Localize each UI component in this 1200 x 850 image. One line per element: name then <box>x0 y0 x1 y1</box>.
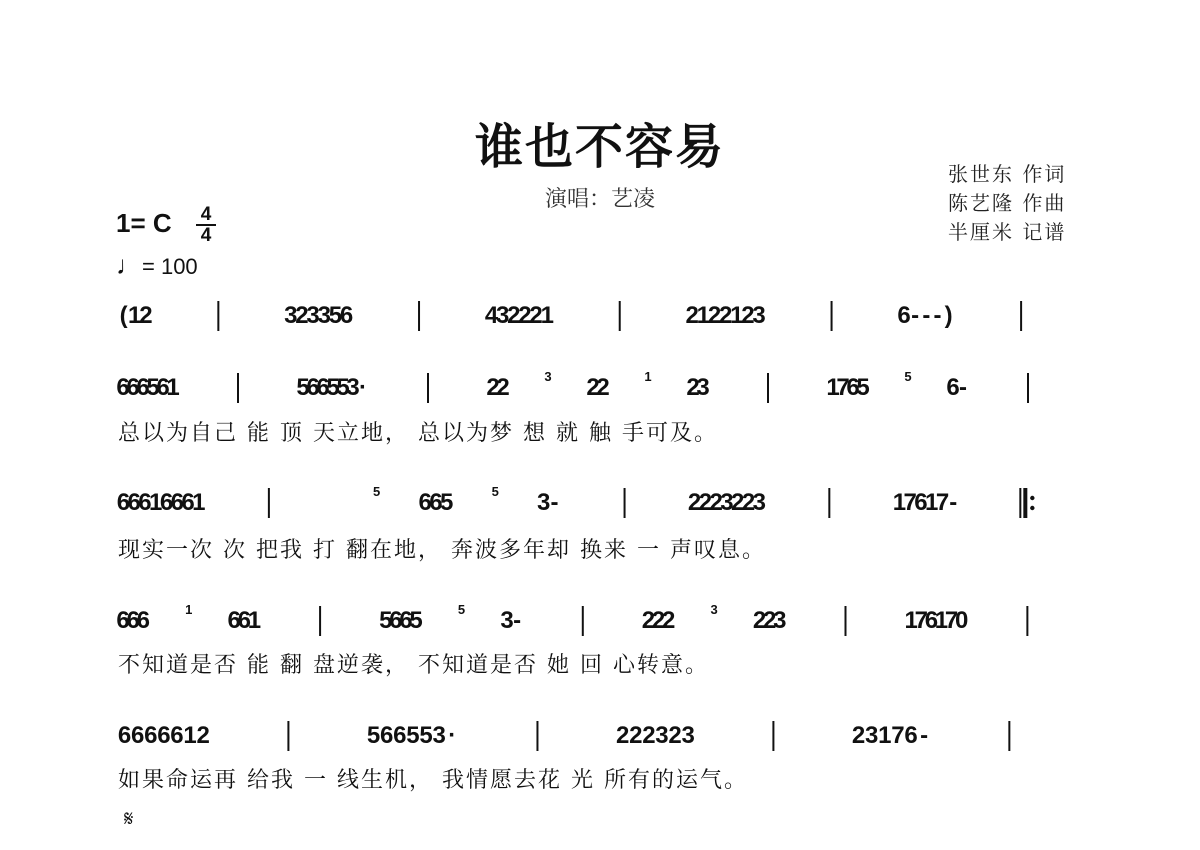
note: 6 <box>130 722 145 749</box>
note: 2 <box>718 302 733 329</box>
note: 1 <box>247 607 262 634</box>
note: 2 <box>596 374 610 401</box>
note: 5 <box>856 374 870 401</box>
tempo-value: = 100 <box>142 254 198 279</box>
note: 7 <box>891 722 905 749</box>
time-signature-top: 4 <box>200 204 212 225</box>
note: 6 <box>316 374 330 401</box>
note: 3 <box>495 302 510 329</box>
composer-credit: 陈艺隆 作曲 <box>948 191 1067 215</box>
note: 2 <box>586 374 600 401</box>
note: 7 <box>836 374 850 401</box>
note: 6 <box>170 489 184 516</box>
lyric-line: 不知道是否 能 翻 盘逆袭， 不知道是否 她 回 心转意。 <box>118 653 709 678</box>
note: 3 <box>696 374 710 401</box>
note: 2 <box>196 722 210 749</box>
notation-symbol: - <box>922 302 931 329</box>
note: 2 <box>529 302 543 329</box>
note: 3 <box>752 489 766 516</box>
song-title: 谁也不容易 <box>474 119 725 175</box>
note: 2 <box>731 489 745 516</box>
note: 1 <box>696 302 711 329</box>
note: 3 <box>284 302 298 329</box>
note: 6 <box>126 374 140 401</box>
note: 6 <box>170 722 184 749</box>
note: 2 <box>518 302 532 329</box>
note: 7 <box>944 607 959 634</box>
note: 2 <box>687 489 702 516</box>
note: 5 <box>440 489 454 516</box>
note: 5 <box>328 302 343 329</box>
note: 2 <box>707 302 722 329</box>
note: 6 <box>399 607 413 634</box>
note: 6 <box>144 722 158 749</box>
note: 1 <box>892 489 907 516</box>
grace-note: 5 <box>491 484 499 499</box>
note: 2 <box>295 302 309 329</box>
note: 6 <box>846 374 860 401</box>
notation-symbol: - <box>959 374 967 401</box>
notation-symbol: - <box>949 489 958 516</box>
note: 3 <box>500 607 514 634</box>
note: 6 <box>127 489 141 516</box>
note: 2 <box>496 374 510 401</box>
note: 6 <box>136 374 150 401</box>
note: 1 <box>540 302 554 329</box>
note: 5 <box>146 374 160 401</box>
note: 0 <box>955 607 969 634</box>
note: 6 <box>159 489 174 516</box>
grace-note: 3 <box>544 369 552 384</box>
note: 5 <box>406 722 420 749</box>
note: 6 <box>117 722 132 749</box>
note: 7 <box>935 489 950 516</box>
notation-symbol: · <box>448 722 457 749</box>
note: 6 <box>181 489 195 516</box>
note: 2 <box>629 722 643 749</box>
note: 6 <box>306 374 320 401</box>
note: 3 <box>306 302 320 329</box>
note: 1 <box>183 722 197 749</box>
note: 3 <box>720 489 734 516</box>
repeat-dot <box>1030 496 1034 500</box>
note: 2 <box>651 607 666 634</box>
lyricist-credit: 张世东 作词 <box>948 162 1067 186</box>
note: 5 <box>336 374 350 401</box>
note: 3 <box>432 722 446 749</box>
note: 2 <box>698 489 713 516</box>
note: 6 <box>116 607 130 634</box>
key-signature: 1= C <box>116 208 172 238</box>
note: 3 <box>655 722 669 749</box>
note: 7 <box>903 489 917 516</box>
note: 1 <box>192 489 206 516</box>
note: 5 <box>409 607 423 634</box>
note: 6 <box>116 489 131 516</box>
note: 6 <box>914 489 928 516</box>
note: 6 <box>946 374 960 401</box>
note: 2 <box>752 607 767 634</box>
note: 6 <box>156 374 170 401</box>
note: 6 <box>227 607 241 634</box>
note: 6 <box>429 489 443 516</box>
notation-symbol: ( <box>119 302 128 329</box>
note: 6 <box>157 722 171 749</box>
note: 6 <box>897 302 911 329</box>
note: 2 <box>668 722 682 749</box>
note: 2 <box>661 607 676 634</box>
note: 6 <box>924 607 939 634</box>
note: 5 <box>296 374 310 401</box>
segno-icon: 𝄋 <box>124 807 134 832</box>
lyric-line: 现实一次 次 把我 打 翻在地， 奔波多年却 换来 一 声叹息。 <box>118 538 766 563</box>
note: 6 <box>393 722 407 749</box>
notation-symbol: · <box>359 374 367 401</box>
grace-note: 1 <box>185 602 193 617</box>
note: 1 <box>904 607 918 634</box>
notation-symbol: - <box>550 489 559 516</box>
note: 2 <box>741 302 755 329</box>
lyric-line: 总以为自己 能 顶 天立地， 总以为梦 想 就 触 手可及。 <box>118 421 718 446</box>
note: 1 <box>934 607 949 634</box>
note: 1 <box>149 489 163 516</box>
note: 6 <box>380 722 394 749</box>
note: 1 <box>826 374 840 401</box>
note: 3 <box>865 722 879 749</box>
note: 2 <box>486 374 500 401</box>
note: 3 <box>752 302 766 329</box>
note: 5 <box>326 374 340 401</box>
notation-symbol: - <box>911 302 920 329</box>
note: 6 <box>418 489 432 516</box>
note: 6 <box>389 607 403 634</box>
note: 2 <box>686 374 700 401</box>
note: 3 <box>317 302 331 329</box>
note: 2 <box>851 722 866 749</box>
note: 6 <box>138 489 152 516</box>
notation-symbol: ) <box>944 302 953 329</box>
note: 5 <box>379 607 393 634</box>
grace-note: 1 <box>644 369 652 384</box>
note: 6 <box>339 302 354 329</box>
note: 5 <box>419 722 433 749</box>
note: 5 <box>366 722 381 749</box>
grace-note: 5 <box>373 484 381 499</box>
note: 6 <box>116 374 130 401</box>
note: 1 <box>878 722 892 749</box>
note: 7 <box>914 607 928 634</box>
note: 6 <box>904 722 918 749</box>
quarter-note-icon: ♩ <box>116 250 142 280</box>
note: 2 <box>763 607 777 634</box>
note: 3 <box>537 489 551 516</box>
notation-symbol: - <box>920 722 929 749</box>
note: 6 <box>126 607 140 634</box>
note: 2 <box>615 722 630 749</box>
note: 2 <box>641 607 656 634</box>
singer-credit: 演唱：艺凌 <box>544 187 655 212</box>
lyric-line: 如果命运再 给我 一 线生机， 我情愿去花 光 所有的运气。 <box>118 768 748 793</box>
note: 6 <box>237 607 251 634</box>
note: 2 <box>139 302 153 329</box>
notation-symbol: - <box>513 607 522 634</box>
grace-note: 5 <box>457 602 466 617</box>
note: 2 <box>507 302 521 329</box>
time-signature-bottom: 4 <box>200 225 212 246</box>
notation-symbol: - <box>933 302 942 329</box>
grace-note: 5 <box>904 369 912 384</box>
note: 1 <box>925 489 939 516</box>
transcriber-credit: 半厘米 记谱 <box>948 220 1067 244</box>
grace-note: 3 <box>710 602 718 617</box>
note: 1 <box>166 374 180 401</box>
repeat-dot <box>1030 506 1034 510</box>
note: 4 <box>484 302 499 329</box>
note: 1 <box>128 302 142 329</box>
note: 1 <box>730 302 744 329</box>
note: 3 <box>773 607 787 634</box>
note: 2 <box>741 489 756 516</box>
note: 3 <box>346 374 360 401</box>
note: 2 <box>642 722 656 749</box>
note: 6 <box>136 607 150 634</box>
note: 2 <box>709 489 723 516</box>
note: 2 <box>685 302 699 329</box>
note: 3 <box>681 722 695 749</box>
